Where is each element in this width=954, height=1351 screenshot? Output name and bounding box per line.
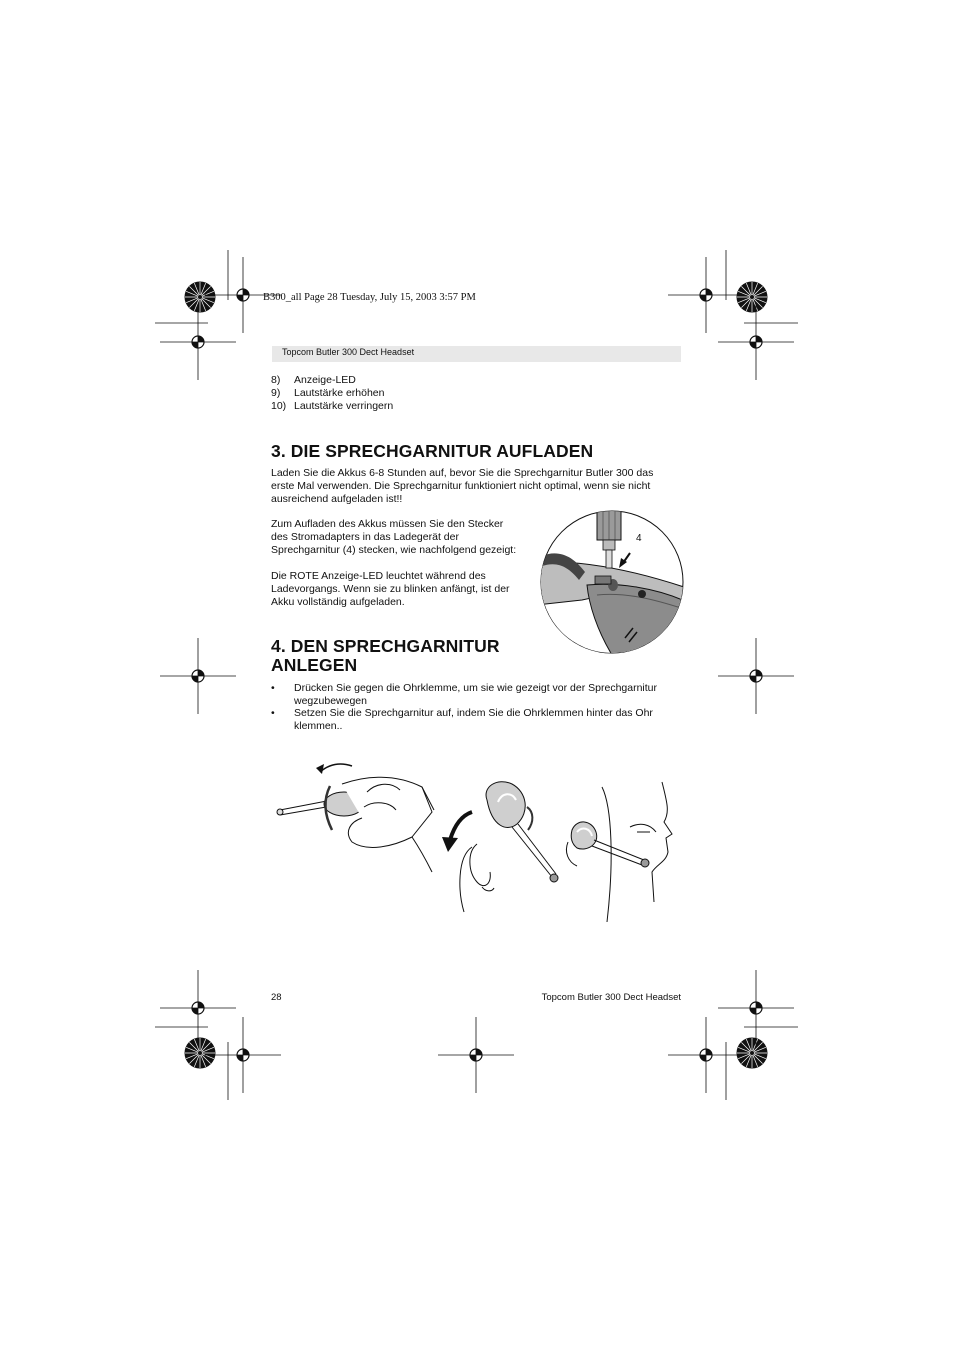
list-item: 9) Lautstärke erhöhen [271,387,385,399]
charging-paragraph: Zum Aufladen des Akkus müssen Sie den Stecker des Stromadapters in das Ladegerät der Sprechgarnitur (4) stecken, wie nachfolgend gezeigt: [271,518,517,556]
running-header-title: Topcom Butler 300 Dect Headset [282,347,415,357]
led-paragraph: Die ROTE Anzeige-LED leuchtet während des Ladevorgangs. Wenn sie zu blinken anfängt, ist der Akku vollständig aufgeladen. [271,570,510,608]
hand-pressing-clip-drawing [277,764,434,872]
charging-illustration [537,510,687,655]
section-heading: 3. DIE SPRECHGARNITUR AUFLADEN [271,441,594,461]
list-item: 10) Lautstärke verringern [271,400,394,412]
bullet-icon: • [271,682,275,694]
figure-callout-label: 4 [636,533,642,544]
list-item: 8) Anzeige-LED [271,374,356,386]
headset-fitting-illustration [272,752,682,932]
footer-title: Topcom Butler 300 Dect Headset [541,992,681,1003]
headset-worn-profile-drawing [566,782,672,922]
print-slug-line: B300_all Page 28 Tuesday, July 15, 2003 3:57 PM [263,292,476,303]
page-number: 28 [271,992,282,1003]
intro-paragraph: Laden Sie die Akkus 6-8 Stunden auf, bevor Sie die Sprechgarnitur Butler 300 das erste Mal verwenden. Die Sprechgarnitur funktioniert nicht optimal, wenn sie nicht ausreichend aufgeladen ist!! [271,467,654,505]
headset-near-ear-drawing [442,782,558,912]
bullet-icon: • [271,707,275,719]
section-heading: 4. DEN SPRECHGARNITUR ANLEGEN [271,636,500,675]
